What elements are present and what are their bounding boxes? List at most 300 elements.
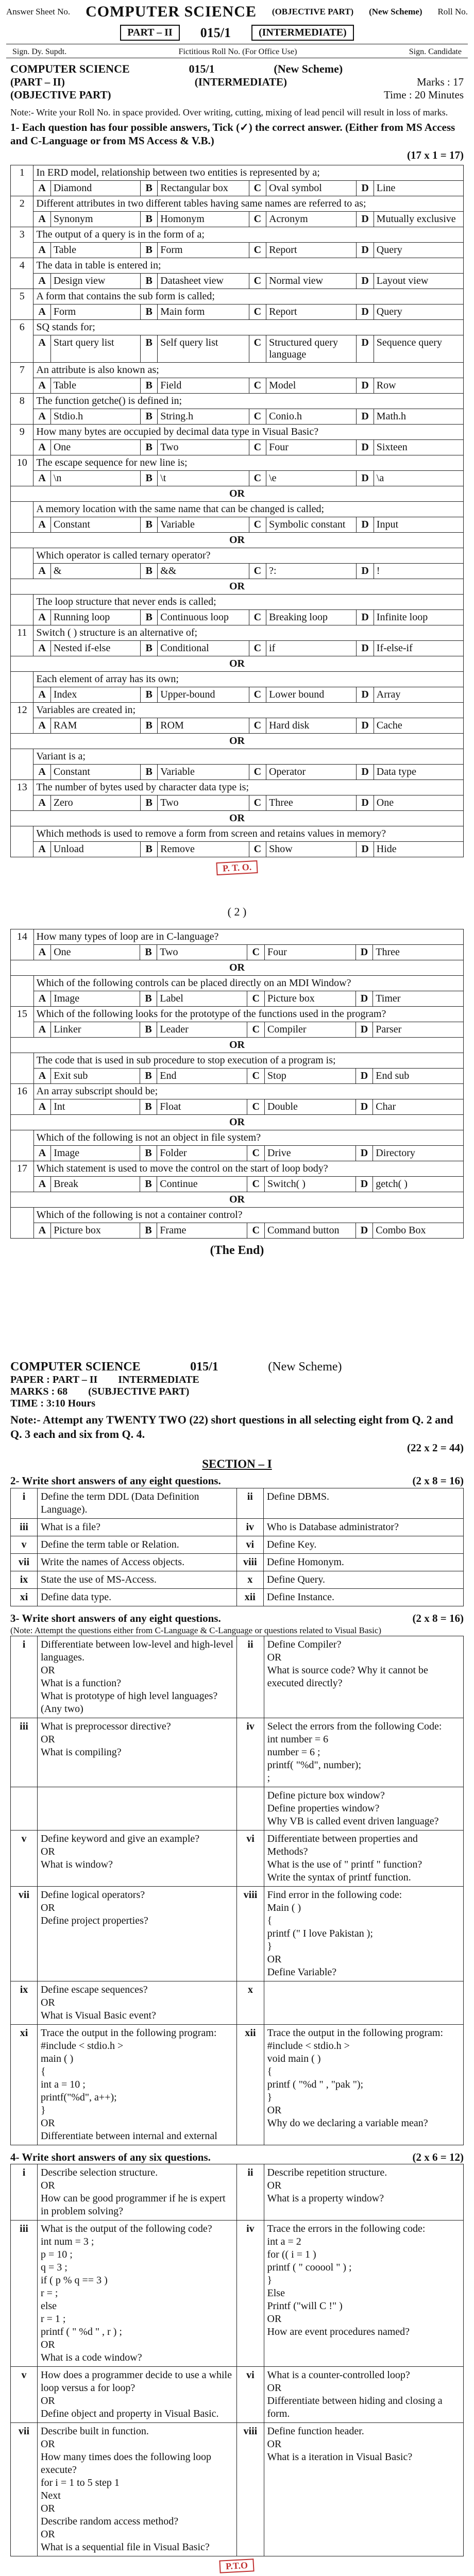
option-d[interactable]: Line bbox=[374, 181, 463, 196]
or-label: OR bbox=[11, 811, 464, 826]
question-number bbox=[11, 1208, 34, 1239]
option-b[interactable]: Two bbox=[157, 945, 247, 960]
short-q-right: Define function header. OR What is a iteration in Visual Basic? bbox=[264, 2423, 463, 2556]
option-letter-c: C bbox=[247, 1177, 265, 1192]
short-q-right: Describe repetition structure. OR What is a property window? bbox=[264, 2164, 463, 2221]
question-text: The code that is used in sub procedure to stop execution of a program is; bbox=[33, 1053, 463, 1069]
option-letter-a: A bbox=[33, 1177, 51, 1192]
short-q-left bbox=[37, 1787, 236, 1831]
option-letter-a: A bbox=[33, 795, 50, 811]
question-text: Which of the following looks for the prototype of the functions used in the program? bbox=[33, 1007, 463, 1022]
option-b[interactable]: Continue bbox=[157, 1177, 247, 1192]
short-q-left: What is the output of the following code? int num = 3 ; p = 10 ; q = 3 ; if ( p % q == 3 ) r = ; else r = 1 ; printf ( " %d " , r ) ; OR What is a code window? bbox=[37, 2221, 236, 2367]
objective-note: Note:- Write your Roll No. in space provided. Over writing, cutting, mixing of lead pencil will result in loss of marks. bbox=[10, 107, 448, 117]
option-b[interactable]: Form bbox=[158, 243, 249, 258]
option-b[interactable]: Leader bbox=[157, 1022, 247, 1038]
short-q-left: Differentiate between low-level and high-level languages. OR What is a function? What is prototype of high level languages? (Any two) bbox=[37, 1636, 236, 1718]
option-letter-d: D bbox=[357, 212, 374, 227]
short-q-left: Describe selection structure. OR How can be good programmer if he is expert in problem solving? bbox=[37, 2164, 236, 2221]
option-letter-a: A bbox=[33, 212, 50, 227]
question-number: 2 bbox=[11, 196, 33, 227]
option-c[interactable]: Double bbox=[265, 1099, 356, 1115]
option-b[interactable]: Folder bbox=[157, 1146, 247, 1161]
option-letter-c: C bbox=[249, 564, 266, 579]
option-b[interactable]: Field bbox=[158, 378, 249, 394]
option-a[interactable]: One bbox=[50, 440, 140, 455]
question-text: How many types of loop are in C-language? bbox=[33, 929, 463, 945]
option-letter-d: D bbox=[357, 687, 374, 703]
option-c[interactable]: Structured query language bbox=[266, 335, 357, 363]
short-question-row bbox=[11, 1718, 464, 1787]
objective-signature-row bbox=[6, 44, 468, 58]
option-a[interactable]: Unload bbox=[50, 842, 140, 857]
option-b[interactable]: String.h bbox=[158, 409, 249, 425]
option-letter-b: B bbox=[141, 212, 158, 227]
short-q-left: Define logical operators? OR Define project properties? bbox=[37, 1887, 236, 1981]
short-question-row bbox=[11, 2367, 464, 2423]
option-c[interactable]: Model bbox=[266, 378, 357, 394]
question-number bbox=[11, 548, 33, 579]
option-a[interactable]: Int bbox=[51, 1099, 140, 1115]
option-a[interactable]: & bbox=[50, 564, 140, 579]
q2-head-text: 2- Write short answers of any eight questions. bbox=[10, 1475, 221, 1487]
option-letter-d: D bbox=[357, 471, 374, 486]
option-letter-a: A bbox=[33, 842, 50, 857]
option-c[interactable]: Report bbox=[266, 243, 357, 258]
short-q-number-right: viii bbox=[237, 2423, 264, 2556]
option-letter-c: C bbox=[249, 471, 266, 486]
mcq-question-row bbox=[11, 625, 464, 641]
option-d[interactable]: \a bbox=[374, 471, 463, 486]
option-d[interactable]: Parser bbox=[373, 1022, 464, 1038]
option-letter-c: C bbox=[249, 212, 266, 227]
option-d[interactable]: Sequence query bbox=[374, 335, 463, 363]
option-letter-c: C bbox=[249, 440, 266, 455]
mcq-question-row bbox=[11, 289, 464, 304]
mcq-options-row bbox=[11, 610, 464, 625]
short-question-row bbox=[11, 1488, 464, 1518]
option-b[interactable]: Continuous loop bbox=[158, 610, 249, 625]
mcq-question-row bbox=[11, 672, 464, 687]
option-a[interactable]: Synonym bbox=[50, 212, 140, 227]
option-b[interactable]: Remove bbox=[158, 842, 249, 857]
option-c[interactable]: Conio.h bbox=[266, 409, 357, 425]
objective-instruction-marks: (17 x 1 = 17) bbox=[407, 149, 464, 161]
page-number: ( 2 ) bbox=[227, 905, 247, 919]
option-a[interactable]: Picture box bbox=[51, 1223, 140, 1239]
option-letter-b: B bbox=[141, 517, 158, 533]
option-a[interactable]: Running loop bbox=[50, 610, 140, 625]
q4-heading bbox=[10, 2150, 464, 2164]
sign-candidate: Sign. Candidate bbox=[409, 47, 462, 56]
short-question-row bbox=[11, 1553, 464, 1571]
option-a[interactable]: Exit sub bbox=[51, 1069, 140, 1084]
question-text: The loop structure that never ends is called; bbox=[33, 595, 464, 610]
mcq-options-row bbox=[11, 304, 464, 320]
question-number: 10 bbox=[11, 455, 33, 486]
option-letter-d: D bbox=[357, 842, 374, 857]
short-q-number-left: i bbox=[11, 2164, 38, 2221]
option-c[interactable]: \e bbox=[266, 471, 357, 486]
option-d[interactable]: ! bbox=[374, 564, 463, 579]
option-a[interactable]: Stdio.h bbox=[50, 409, 140, 425]
short-question-row bbox=[11, 1787, 464, 1831]
option-a[interactable]: Start query list bbox=[50, 335, 140, 363]
option-a[interactable]: Image bbox=[51, 991, 140, 1007]
scheme-label: (New Scheme) bbox=[369, 7, 422, 16]
short-q-right: Select the errors from the following Code: int number = 6 number = 6 ; printf( "%d", number); ; bbox=[264, 1718, 463, 1787]
mcq-options-row bbox=[11, 765, 464, 780]
mcq-options-row bbox=[11, 718, 464, 734]
option-c[interactable]: Breaking loop bbox=[266, 610, 357, 625]
short-q-number-right: iv bbox=[236, 1518, 263, 1536]
question-text: Variant is a; bbox=[33, 749, 464, 765]
objective-end: (The End) bbox=[210, 1244, 264, 1258]
option-c[interactable]: Symbolic constant bbox=[266, 517, 357, 533]
option-b[interactable]: Two bbox=[158, 795, 249, 811]
sub-code: 015/1 bbox=[189, 62, 215, 75]
mcq-question-row bbox=[11, 165, 464, 181]
option-a[interactable]: Image bbox=[51, 1146, 140, 1161]
option-letter-d: D bbox=[356, 1099, 373, 1115]
question-text: An attribute is also known as; bbox=[33, 363, 464, 378]
option-a[interactable]: \n bbox=[50, 471, 140, 486]
option-c[interactable]: Four bbox=[265, 945, 356, 960]
option-b[interactable]: && bbox=[158, 564, 249, 579]
option-letter-c: C bbox=[249, 304, 266, 320]
option-a[interactable]: One bbox=[51, 945, 140, 960]
mcq-options-row bbox=[11, 842, 464, 857]
sub-time: Time : 20 Minutes bbox=[384, 89, 464, 101]
option-d[interactable]: Three bbox=[373, 945, 464, 960]
option-d[interactable]: Query bbox=[374, 243, 463, 258]
option-d[interactable]: Char bbox=[373, 1099, 464, 1115]
q3-table bbox=[10, 1636, 464, 2145]
option-letter-b: B bbox=[141, 795, 158, 811]
mcq-options-row bbox=[11, 471, 464, 486]
mcq-options-row bbox=[11, 181, 464, 196]
option-d[interactable]: Sixteen bbox=[374, 440, 463, 455]
mcq-question-row bbox=[11, 826, 464, 842]
question-text: Each element of array has its own; bbox=[33, 672, 464, 687]
short-question-row bbox=[11, 1636, 464, 1718]
option-letter-c: C bbox=[249, 687, 266, 703]
option-letter-a: A bbox=[33, 440, 50, 455]
option-d[interactable]: Timer bbox=[373, 991, 464, 1007]
short-q-number-right: x bbox=[237, 1981, 264, 2025]
option-a[interactable]: Linker bbox=[51, 1022, 140, 1038]
q2-heading bbox=[10, 1474, 464, 1487]
question-text: The function getche() is defined in; bbox=[33, 394, 464, 409]
question-text: A form that contains the sub form is called; bbox=[33, 289, 464, 304]
question-text: The number of bytes used by character data type is; bbox=[33, 780, 464, 795]
option-letter-d: D bbox=[357, 181, 374, 196]
short-q-right: Define Query. bbox=[263, 1571, 463, 1588]
sub-paper-sub: (SUBJECTIVE PART) bbox=[88, 1386, 190, 1397]
option-d[interactable]: End sub bbox=[373, 1069, 464, 1084]
option-letter-a: A bbox=[33, 517, 50, 533]
sub-part: (PART – II) bbox=[10, 76, 65, 88]
option-a[interactable]: Design view bbox=[50, 274, 140, 289]
option-letter-d: D bbox=[356, 1146, 373, 1161]
question-text: Which of the following is not a container control? bbox=[33, 1208, 463, 1223]
or-label: OR bbox=[11, 656, 464, 672]
option-letter-d: D bbox=[357, 795, 374, 811]
option-c[interactable]: Hard disk bbox=[266, 718, 357, 734]
option-a[interactable]: Form bbox=[50, 304, 140, 320]
option-letter-a: A bbox=[33, 718, 50, 734]
option-b[interactable]: Datasheet view bbox=[158, 274, 249, 289]
option-b[interactable]: Label bbox=[157, 991, 247, 1007]
objective-header-row-1 bbox=[0, 0, 474, 22]
sub-paper-part: PAPER : PART – II bbox=[10, 1374, 98, 1385]
mcq-or-row bbox=[11, 656, 464, 672]
option-b[interactable]: Main form bbox=[158, 304, 249, 320]
or-label: OR bbox=[11, 734, 464, 749]
sub-paper-marks: MARKS : 68 bbox=[10, 1386, 68, 1397]
objective-subheader bbox=[10, 62, 464, 101]
option-b[interactable]: Conditional bbox=[158, 641, 249, 656]
mcq-question-row bbox=[11, 502, 464, 517]
option-letter-d: D bbox=[356, 1177, 373, 1192]
mcq-options-row bbox=[11, 378, 464, 394]
short-question-row bbox=[11, 1536, 464, 1553]
mcq-options-row bbox=[11, 991, 464, 1007]
option-b[interactable]: Upper-bound bbox=[158, 687, 249, 703]
part-label: PART – II bbox=[120, 25, 179, 41]
option-c[interactable]: Operator bbox=[266, 765, 357, 780]
option-b[interactable]: Homonym bbox=[158, 212, 249, 227]
option-b[interactable]: Rectangular box bbox=[158, 181, 249, 196]
option-c[interactable]: Normal view bbox=[266, 274, 357, 289]
option-d[interactable]: Infinite loop bbox=[374, 610, 463, 625]
short-q-right: Define DBMS. bbox=[263, 1488, 463, 1518]
question-text: The output of a query is in the form of a; bbox=[33, 227, 464, 243]
option-a[interactable]: Index bbox=[50, 687, 140, 703]
mcq-question-row bbox=[11, 425, 464, 440]
option-letter-d: D bbox=[356, 1022, 373, 1038]
option-d[interactable]: Input bbox=[374, 517, 463, 533]
short-q-left: How does a programmer decide to use a while loop versus a for loop? OR Define object and property in Visual Basic. bbox=[37, 2367, 236, 2423]
option-a[interactable]: Nested if-else bbox=[50, 641, 140, 656]
question-number bbox=[11, 595, 33, 625]
question-number: 8 bbox=[11, 394, 33, 425]
option-c[interactable]: ?: bbox=[266, 564, 357, 579]
option-c[interactable]: Picture box bbox=[265, 991, 356, 1007]
option-letter-d: D bbox=[357, 610, 374, 625]
mcq-question-row bbox=[11, 749, 464, 765]
option-letter-d: D bbox=[357, 765, 374, 780]
option-b[interactable]: Variable bbox=[158, 765, 249, 780]
option-c[interactable]: Show bbox=[266, 842, 357, 857]
mcq-options-row bbox=[11, 1069, 464, 1084]
option-letter-b: B bbox=[141, 409, 158, 425]
short-question-row bbox=[11, 2164, 464, 2221]
option-d[interactable]: Math.h bbox=[374, 409, 463, 425]
option-c[interactable]: Lower bound bbox=[266, 687, 357, 703]
option-c[interactable]: if bbox=[266, 641, 357, 656]
option-b[interactable]: End bbox=[157, 1069, 247, 1084]
q3-heading bbox=[10, 1612, 464, 1625]
option-c[interactable]: Command button bbox=[265, 1223, 356, 1239]
short-question-row bbox=[11, 1887, 464, 1981]
mcq-options-row bbox=[11, 212, 464, 227]
option-b[interactable]: Two bbox=[158, 440, 249, 455]
question-number: 5 bbox=[11, 289, 33, 320]
option-letter-b: B bbox=[141, 842, 158, 857]
option-d[interactable]: Mutually exclusive bbox=[374, 212, 463, 227]
question-number: 7 bbox=[11, 363, 33, 394]
option-c[interactable]: Three bbox=[266, 795, 357, 811]
option-letter-a: A bbox=[33, 378, 50, 394]
mcq-options-row bbox=[11, 1223, 464, 1239]
option-c[interactable]: Compiler bbox=[265, 1022, 356, 1038]
option-letter-b: B bbox=[141, 718, 158, 734]
option-a[interactable]: Constant bbox=[50, 765, 140, 780]
option-d[interactable]: getch( ) bbox=[373, 1177, 464, 1192]
question-text: SQ stands for; bbox=[33, 320, 464, 335]
question-number: 4 bbox=[11, 258, 33, 289]
short-q-number-left: vii bbox=[11, 1887, 38, 1981]
or-label: OR bbox=[11, 1115, 464, 1130]
short-q-number-left: vii bbox=[11, 1553, 38, 1571]
option-a[interactable]: Table bbox=[50, 243, 140, 258]
option-c[interactable]: Oval symbol bbox=[266, 181, 357, 196]
option-letter-b: B bbox=[141, 274, 158, 289]
short-q-right: Differentiate between properties and Methods? What is the use of " printf " function? Write the syntax of printf function. bbox=[264, 1831, 463, 1887]
short-q-left: Define keyword and give an example? OR What is window? bbox=[37, 1831, 236, 1887]
option-d[interactable]: Layout view bbox=[374, 274, 463, 289]
short-q-right: Define Homonym. bbox=[263, 1553, 463, 1571]
short-q-number-right bbox=[237, 1787, 264, 1831]
short-q-number-left: iii bbox=[11, 2221, 38, 2367]
option-d[interactable]: Directory bbox=[373, 1146, 464, 1161]
option-letter-a: A bbox=[33, 274, 50, 289]
option-a[interactable]: Constant bbox=[50, 517, 140, 533]
sub-paper-code: 015/1 bbox=[190, 1360, 218, 1374]
option-letter-b: B bbox=[141, 687, 158, 703]
option-c[interactable]: Switch( ) bbox=[265, 1177, 356, 1192]
mcq-options-row bbox=[11, 564, 464, 579]
short-question-row bbox=[11, 1831, 464, 1887]
option-letter-c: C bbox=[249, 409, 266, 425]
short-q-number-left: iii bbox=[11, 1718, 38, 1787]
question-text: Variables are created in; bbox=[33, 703, 464, 718]
option-d[interactable]: Data type bbox=[374, 765, 463, 780]
option-letter-b: B bbox=[141, 440, 158, 455]
short-q-left: Define the term DDL (Data Definition Language). bbox=[37, 1488, 236, 1518]
short-q-left: Trace the output in the following program: #include < stdio.h > main ( ) { int a = 10 ; printf("%d", a++); } OR Differentiate between internal and external bbox=[37, 2025, 236, 2145]
short-q-number-left: xi bbox=[11, 1588, 38, 1606]
option-letter-a: A bbox=[33, 243, 50, 258]
short-q-right: What is a counter-controlled loop? OR Differentiate between hiding and closing a form. bbox=[264, 2367, 463, 2423]
option-d[interactable]: Cache bbox=[374, 718, 463, 734]
option-b[interactable]: \t bbox=[158, 471, 249, 486]
option-letter-a: A bbox=[33, 304, 50, 320]
level-label: (INTERMEDIATE) bbox=[251, 25, 354, 41]
option-letter-c: C bbox=[249, 181, 266, 196]
option-b[interactable]: Self query list bbox=[158, 335, 249, 363]
mcq-table bbox=[10, 165, 464, 857]
option-d[interactable]: Hide bbox=[374, 842, 463, 857]
mcq-options-row bbox=[11, 274, 464, 289]
option-letter-b: B bbox=[141, 471, 158, 486]
option-letter-d: D bbox=[356, 945, 373, 960]
option-letter-b: B bbox=[140, 1223, 157, 1239]
option-b[interactable]: Float bbox=[157, 1099, 247, 1115]
option-letter-b: B bbox=[141, 610, 158, 625]
option-a[interactable]: Zero bbox=[50, 795, 140, 811]
mcq-or-row bbox=[11, 734, 464, 749]
short-q-number-right: ii bbox=[236, 1488, 263, 1518]
option-letter-d: D bbox=[356, 1223, 373, 1239]
question-text: The escape sequence for new line is; bbox=[33, 455, 464, 471]
option-c[interactable]: Report bbox=[266, 304, 357, 320]
option-b[interactable]: Frame bbox=[157, 1223, 247, 1239]
question-text: An array subscript should be; bbox=[33, 1084, 463, 1099]
option-d[interactable]: One bbox=[374, 795, 463, 811]
sub-paper-time: TIME : 3:10 Hours bbox=[10, 1398, 95, 1409]
option-c[interactable]: Four bbox=[266, 440, 357, 455]
short-question-row bbox=[11, 1571, 464, 1588]
option-letter-a: A bbox=[33, 1022, 51, 1038]
short-q-number-right: vi bbox=[237, 2367, 264, 2423]
option-letter-c: C bbox=[249, 795, 266, 811]
objective-label: (OBJECTIVE PART) bbox=[272, 7, 354, 16]
option-letter-b: B bbox=[140, 1177, 157, 1192]
option-d[interactable]: Query bbox=[374, 304, 463, 320]
option-a[interactable]: Break bbox=[51, 1177, 140, 1192]
sub-objective: (OBJECTIVE PART) bbox=[10, 89, 111, 101]
short-q-left: Describe built in function. OR How many times does the following loop execute? for i = 1 to 5 step 1 Next OR Describe random access method? OR What is a sequential file in Visual Basic? bbox=[37, 2423, 236, 2556]
option-b[interactable]: ROM bbox=[158, 718, 249, 734]
option-letter-d: D bbox=[357, 243, 374, 258]
option-a[interactable]: Diamond bbox=[50, 181, 140, 196]
option-letter-d: D bbox=[356, 991, 373, 1007]
question-text: Which statement is used to move the control on the start of loop body? bbox=[33, 1161, 463, 1177]
option-c[interactable]: Drive bbox=[265, 1146, 356, 1161]
short-q-number-right: ii bbox=[237, 1636, 264, 1718]
option-letter-c: C bbox=[249, 517, 266, 533]
option-b[interactable]: Variable bbox=[158, 517, 249, 533]
option-d[interactable]: Array bbox=[374, 687, 463, 703]
option-a[interactable]: RAM bbox=[50, 718, 140, 734]
short-q-number-right: viii bbox=[236, 1553, 263, 1571]
question-number bbox=[11, 826, 33, 857]
option-letter-a: A bbox=[33, 564, 50, 579]
option-letter-b: B bbox=[141, 378, 158, 394]
mcq-options-row bbox=[11, 1177, 464, 1192]
roll-no-label: Roll No. bbox=[437, 7, 468, 16]
question-number: 12 bbox=[11, 703, 33, 734]
option-d[interactable]: If-else-if bbox=[374, 641, 463, 656]
option-d[interactable]: Combo Box bbox=[373, 1223, 464, 1239]
question-text: How many bytes are occupied by decimal data type in Visual Basic? bbox=[33, 425, 464, 440]
option-d[interactable]: Row bbox=[374, 378, 463, 394]
mcq-question-row bbox=[11, 196, 464, 212]
question-number: 3 bbox=[11, 227, 33, 258]
question-text: A memory location with the same name that can be changed is called; bbox=[33, 502, 464, 517]
sub-marks: Marks : 17 bbox=[417, 76, 464, 88]
option-letter-b: B bbox=[141, 765, 158, 780]
paper-code: 015/1 bbox=[200, 25, 231, 40]
option-letter-a: A bbox=[33, 335, 50, 363]
mcq-question-row bbox=[11, 258, 464, 274]
option-a[interactable]: Table bbox=[50, 378, 140, 394]
option-c[interactable]: Stop bbox=[265, 1069, 356, 1084]
question-text: Which methods is used to remove a form from screen and retains values in memory? bbox=[33, 826, 464, 842]
option-c[interactable]: Acronym bbox=[266, 212, 357, 227]
